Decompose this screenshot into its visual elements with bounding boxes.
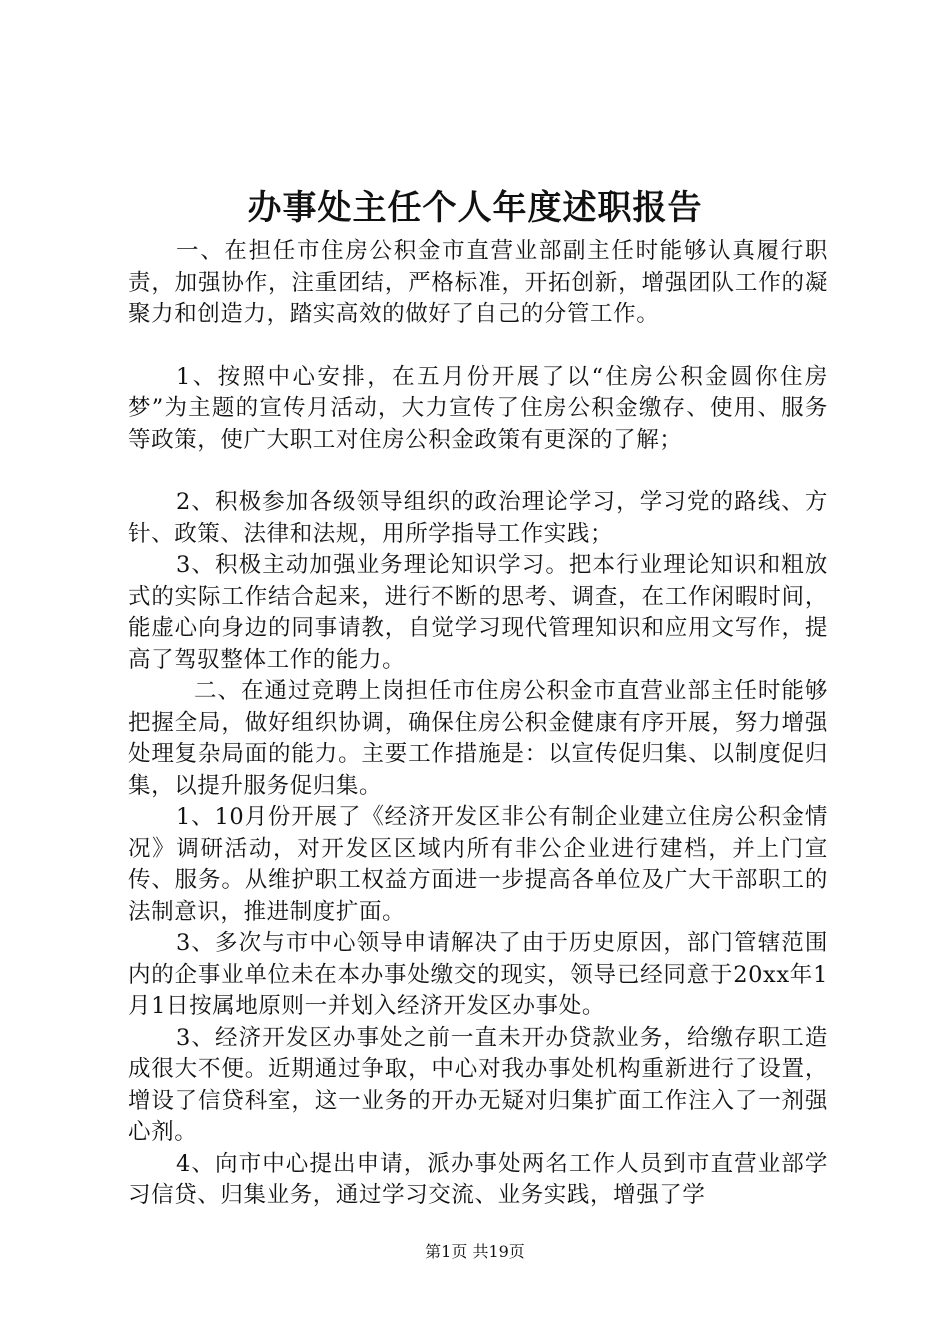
paragraph: 1、按照中心安排，在五月份开展了以“住房公积金圆你住房梦”为主题的宣传月活动，大力宣传了住房公积金缴存、使用、服务等政策，使广大职工对住房公积金政策有更深的了解； (128, 363, 828, 453)
paragraph: 2、积极参加各级领导组织的政治理论学习，学习党的路线、方针、政策、法律和法规，用所学指导工作实践； (128, 489, 828, 547)
document-body (128, 236, 828, 1212)
paragraph-gap (128, 456, 828, 487)
document-title: 办事处主任个人年度述职报告 (247, 188, 703, 228)
paragraph: 二、在通过竞聘上岗担任市住房公积金市直营业部主任时能够把握全局，做好组织协调，确保住房公积金健康有序开展，努力增强处理复杂局面的能力。主要工作措施是：以宣传促归集、以制度促归集，以提升服务促归集。 (128, 678, 828, 799)
paragraph-gap (128, 331, 828, 362)
paragraph: 1、10月份开展了《经济开发区非公有制企业建立住房公积金情况》调研活动，对开发区区域内所有非公企业进行建档，并上门宣传、服务。从维护职工权益方面进一步提高各单位及广大干部职工的法制意识，推进制度扩面。 (128, 804, 828, 925)
paragraph: 4、向市中心提出申请，派办事处两名工作人员到市直营业部学习信贷、归集业务，通过学习交流、业务实践，增强了学 (128, 1150, 828, 1208)
paragraph: 3、积极主动加强业务理论知识学习。把本行业理论知识和粗放式的实际工作结合起来，进行不断的思考、调查，在工作闲暇时间，能虚心向身边的同事请教，自觉学习现代管理知识和应用文写作，提高了驾驭整体工作的能力。 (128, 552, 828, 673)
page-number-footer: 第1页 共19页 (425, 1242, 525, 1261)
paragraph: 3、经济开发区办事处之前一直未开办贷款业务，给缴存职工造成很大不便。近期通过争取，中心对我办事处机构重新进行了设置，增设了信贷科室，这一业务的开办无疑对归集扩面工作注入了一剂强心剂。 (128, 1024, 828, 1145)
paragraph: 一、在担任市住房公积金市直营业部副主任时能够认真履行职责，加强协作，注重团结，严格标准，开拓创新，增强团队工作的凝聚力和创造力，踏实高效的做好了自己的分管工作。 (128, 238, 828, 327)
paragraph: 3、多次与市中心领导申请解决了由于历史原因，部门管辖范围内的企事业单位未在本办事处缴交的现实，领导已经同意于20xx年1月1日按属地原则一并划入经济开发区办事处。 (128, 930, 828, 1019)
